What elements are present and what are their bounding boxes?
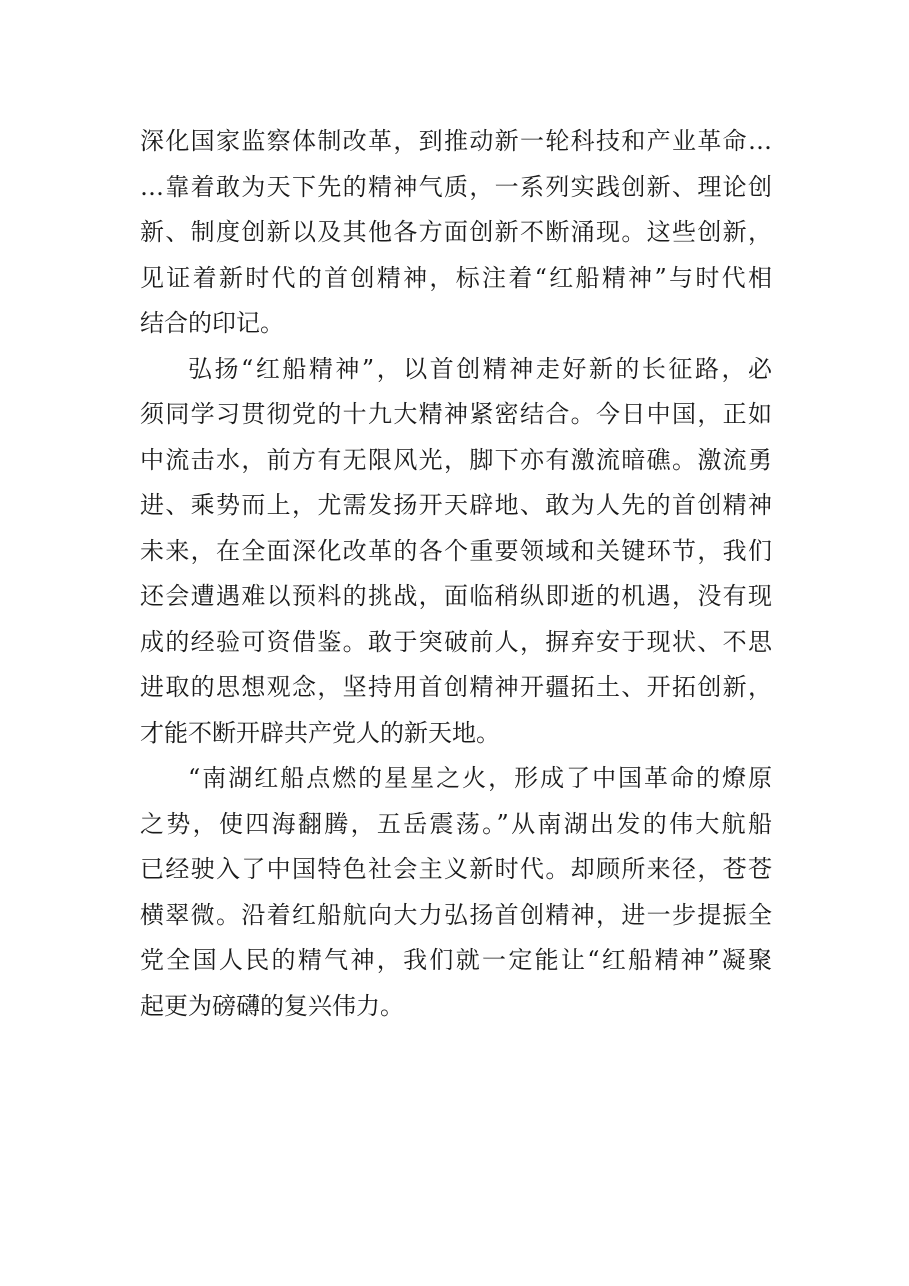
text-line: 成的经验可资借鉴。敢于突破前人，摒弃安于现状、不思 [140,627,772,656]
text-line: 进、乘势而上，尤需发扬开天辟地、敢为人先的首创精神 [140,491,772,519]
text-line: 还会遭遇难以预料的挑战，面临稍纵即逝的机遇，没有现 [140,582,772,610]
text-line: 未来，在全面深化改革的各个重要领域和关键环节，我们 [140,536,772,565]
text-line: …靠着敢为天下先的精神气质，一系列实践创新、理论创 [140,172,772,201]
text-line: 见证着新时代的首创精神，标注着“红船精神”与时代相 [140,263,772,292]
paragraph-1 [140,119,772,347]
text-line: 才能不断开辟共产党人的新天地。 [140,718,500,747]
text-line: 结合的印记。 [140,309,284,337]
document-body [140,119,772,1029]
text-line: 弘扬“红船精神”，以首创精神走好新的长征路，必 [188,354,772,383]
text-line: 已经驶入了中国特色社会主义新时代。却顾所来径，苍苍 [140,855,772,883]
text-line: 中流击水，前方有无限风光，脚下亦有激流暗礁。激流勇 [140,445,772,474]
text-line: 起更为磅礴的复兴伟力。 [140,991,404,1020]
paragraph-2 [140,347,772,757]
text-line: “南湖红船点燃的星星之火，形成了中国革命的燎原 [188,764,772,792]
text-line: 之势，使四海翻腾，五岳震荡。”从南湖出发的伟大航船 [140,809,772,838]
paragraph-3 [140,756,772,1029]
text-line: 党全国人民的精气神，我们就一定能让“红船精神”凝聚 [140,946,772,974]
text-line: 进取的思想观念，坚持用首创精神开疆拓土、开拓创新， [140,673,772,701]
text-line: 深化国家监察体制改革，到推动新一轮科技和产业革命… [140,127,772,155]
text-line: 新、制度创新以及其他各方面创新不断涌现。这些创新， [140,218,772,246]
text-line: 横翠微。沿着红船航向大力弘扬首创精神，进一步提振全 [140,900,772,929]
text-line: 须同学习贯彻党的十九大精神紧密结合。今日中国，正如 [140,400,772,428]
